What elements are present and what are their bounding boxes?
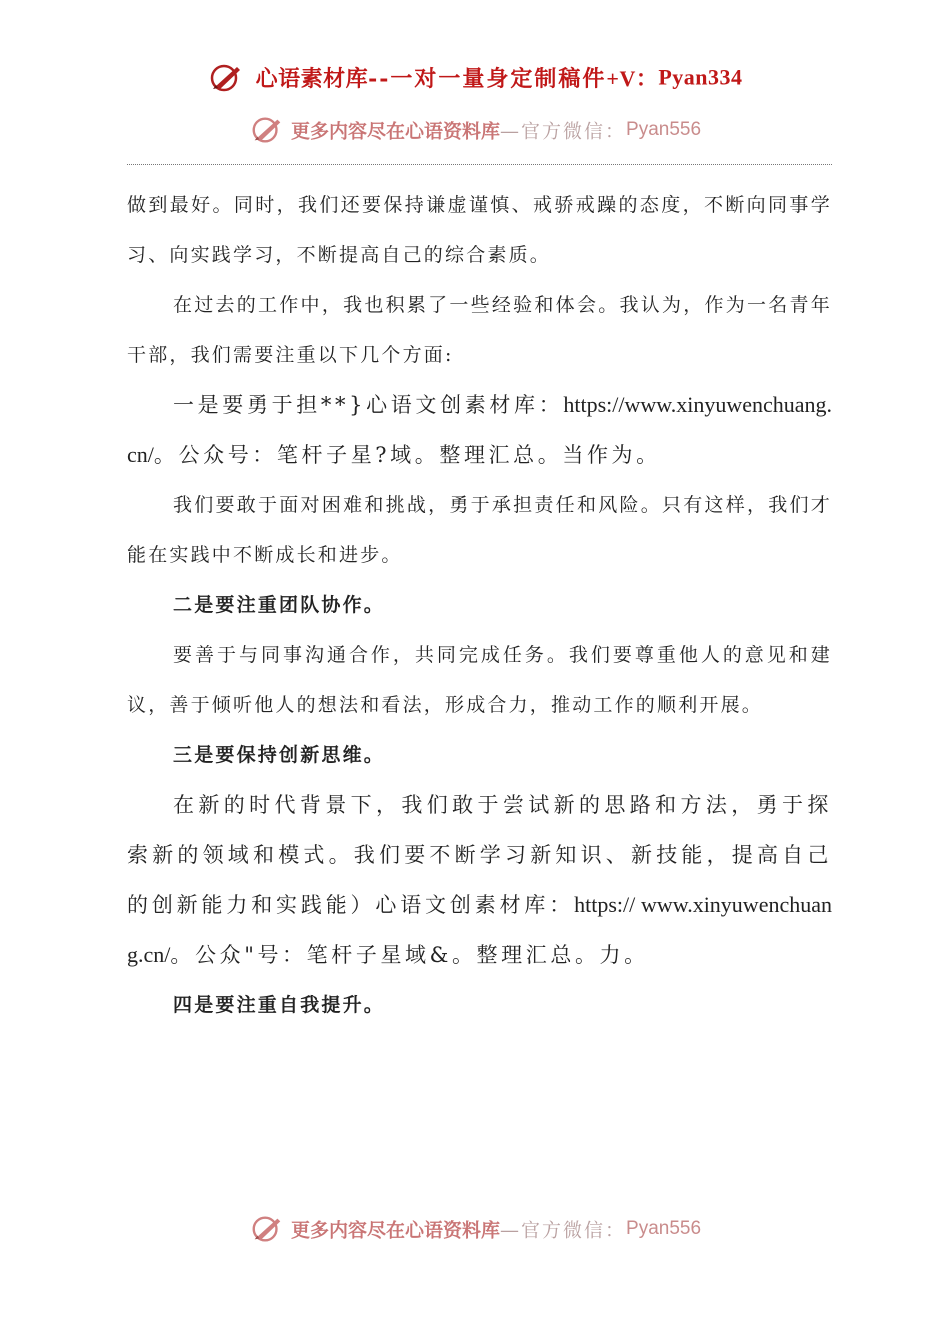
footer-wechat-id: Pyan556 <box>626 1218 702 1239</box>
paragraph: 我们要敢于面对困难和挑战，勇于承担责任和风险。只有这样，我们才能在实践中不断成长和进步。 <box>127 494 832 566</box>
paragraph-text: 在新的时代背景下，我们敢于尝试新的思路和方法，勇于探索新的领域和模式。我们要不断学习新知识、新技能，提高自己的创新能力和实践能）心语文创素材库： <box>127 793 832 917</box>
footer-text: 更多内容尽在心语资料库 <box>291 1219 501 1242</box>
subline-text: 更多内容尽在心语资料库 <box>291 120 501 143</box>
paragraph-with-link <box>127 380 832 480</box>
header-subline <box>0 115 950 145</box>
brand-line <box>0 62 950 93</box>
paragraph-text: 一是要勇于担**}心语文创素材库： <box>173 393 564 417</box>
page-footer <box>0 1214 950 1244</box>
section-heading: 四是要注重自我提升。 <box>173 994 386 1016</box>
subline-wechat-label: —官方微信： <box>500 120 627 143</box>
section-heading: 三是要保持创新思维。 <box>173 744 386 766</box>
brand-contact-id: Pyan334 <box>658 64 743 90</box>
website-link[interactable]: https:// www.xinyuwenchuang.cn/ <box>127 892 832 967</box>
paragraph: 做到最好。同时，我们还要保持谦虚谨慎、戒骄戒躁的态度，不断向同事学习、向实践学习，不断提高自己的综合素质。 <box>127 194 832 266</box>
paragraph-with-link <box>127 780 832 980</box>
brand-contact-label: +V： <box>606 66 659 91</box>
subline-wechat-id: Pyan556 <box>626 119 702 140</box>
pen-logo-icon <box>207 63 245 93</box>
header-divider <box>127 164 832 165</box>
footer-wechat-label: —官方微信： <box>500 1219 627 1242</box>
paragraph-text: 。公众"号：笔杆子星域&。整理汇总。力。 <box>170 943 649 967</box>
document-body <box>127 180 832 1030</box>
website-link[interactable]: https://www.xinyuwenchuang.cn/ <box>127 392 832 467</box>
paragraph: 在过去的工作中，我也积累了一些经验和体会。我认为，作为一名青年干部，我们需要注重以下几个方面: <box>127 294 832 366</box>
page-header <box>0 0 950 168</box>
pen-logo-icon <box>249 1214 285 1244</box>
paragraph: 要善于与同事沟通合作，共同完成任务。我们要尊重他人的意见和建议，善于倾听他人的想法和看法，形成合力，推动工作的顺利开展。 <box>127 644 832 716</box>
brand-slogan: --一对一量身定制稿件 <box>368 66 607 92</box>
brand-name: 心语素材库 <box>255 66 369 92</box>
paragraph-text: 。公众号：笔杆子星?域。整理汇总。当作为。 <box>153 443 661 467</box>
pen-logo-icon <box>249 115 285 145</box>
section-heading: 二是要注重团队协作。 <box>173 594 386 616</box>
